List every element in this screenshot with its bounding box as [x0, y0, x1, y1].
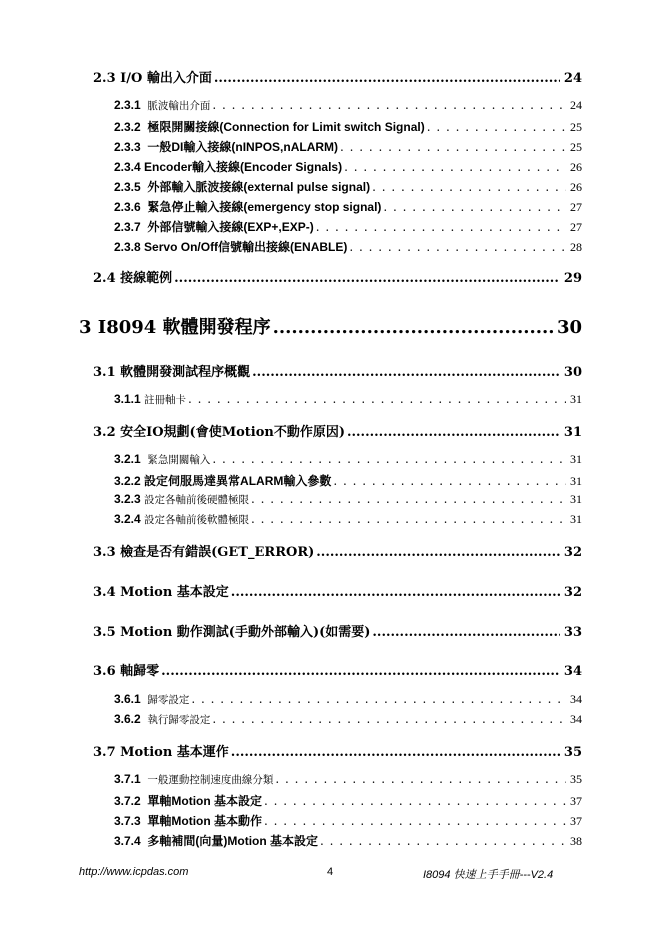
- toc-entry-3-6-1[interactable]: [114, 692, 582, 707]
- toc-title: 3.5 Motion 動作測試(手動外部輸入)(如需要): [93, 625, 371, 640]
- toc-title: 3.7.3 單軸Motion 基本動作: [114, 814, 263, 828]
- leader-dots: [251, 512, 566, 526]
- toc-entry-3-2-2[interactable]: [114, 472, 582, 489]
- toc-entry-2-3[interactable]: [93, 67, 582, 86]
- toc-title: 2.3.6 緊急停止輸入接線(emergency stop signal): [114, 200, 382, 214]
- toc-entry-3-3[interactable]: [93, 541, 582, 560]
- leader-dots: [316, 545, 560, 560]
- leader-dots: [251, 492, 566, 506]
- leader-dots: [191, 692, 566, 706]
- toc-entry-2-3-8[interactable]: [114, 238, 582, 255]
- toc-title: 2.4 接線範例: [93, 271, 173, 286]
- toc-page-number: 31: [570, 392, 582, 406]
- toc-page-number: 34: [563, 664, 582, 679]
- toc-page-number: 33: [563, 625, 582, 640]
- toc-entry-2-3-5[interactable]: [114, 178, 582, 195]
- toc-title: 3.4 Motion 基本設定: [93, 585, 229, 600]
- toc-title: 3.6.1 歸零設定: [114, 692, 190, 706]
- toc-page-number: 28: [570, 240, 582, 254]
- leader-dots: [316, 220, 566, 234]
- toc-title: 2.3.8 Servo On/Off信號輸出接線(ENABLE): [114, 240, 348, 254]
- toc-entry-3-2-3[interactable]: [114, 492, 582, 507]
- toc-page-number: 37: [570, 814, 582, 828]
- toc-title: 2.3.4 Encoder輸入接線(Encoder Signals): [114, 160, 343, 174]
- leader-dots: [212, 712, 566, 726]
- toc-title: 3.6 軸歸零: [93, 664, 160, 679]
- toc-page-number: 34: [570, 692, 582, 706]
- toc-title: 3.2.1 緊急開關輸入: [114, 452, 211, 466]
- leader-dots: [340, 140, 566, 154]
- leader-dots: [372, 625, 560, 640]
- toc-page-number: 32: [563, 585, 582, 600]
- leader-dots: [231, 585, 560, 600]
- toc-entry-2-3-3[interactable]: [114, 138, 582, 155]
- leader-dots: [383, 200, 566, 214]
- leader-dots: [347, 425, 560, 440]
- toc-page-number: 30: [563, 365, 582, 380]
- toc-chapter-3[interactable]: [79, 313, 582, 339]
- leader-dots: [344, 160, 566, 174]
- toc-page-number: 30: [556, 317, 582, 338]
- leader-dots: [264, 814, 566, 828]
- toc-entry-3-7-3[interactable]: [114, 812, 582, 829]
- toc-title: 3.6.2 執行歸零設定: [114, 712, 211, 726]
- toc-page-number: 26: [570, 180, 582, 194]
- toc-entry-3-4[interactable]: [93, 581, 582, 600]
- toc-title: 3.7.2 單軸Motion 基本設定: [114, 794, 263, 808]
- toc-page-number: 25: [570, 120, 582, 134]
- toc-page-number: 31: [563, 425, 582, 440]
- toc-entry-3-6[interactable]: [93, 660, 582, 679]
- toc-page-number: 31: [570, 452, 582, 466]
- toc-title: 3.2.2 設定伺服馬達異常ALARM輸入參數: [114, 474, 332, 488]
- toc-entry-3-7-2[interactable]: [114, 792, 582, 809]
- toc-entry-3-7[interactable]: [93, 741, 582, 760]
- toc-entry-3-5[interactable]: [93, 621, 582, 640]
- toc-entry-3-2-4[interactable]: [114, 512, 582, 527]
- leader-dots: [252, 365, 560, 380]
- toc-title: 2.3.2 極限開關接線(Connection for Limit switch Signal): [114, 120, 425, 134]
- toc-page-number: 27: [570, 220, 582, 234]
- toc-title: 3.1.1 註冊軸卡: [114, 392, 187, 406]
- toc-entry-3-7-4[interactable]: [114, 832, 582, 849]
- toc-page-number: 34: [570, 712, 582, 726]
- leader-dots: [372, 180, 566, 194]
- toc-entry-3-6-2[interactable]: [114, 712, 582, 727]
- toc-page-number: 35: [570, 772, 582, 786]
- leader-dots: [273, 317, 553, 338]
- leader-dots: [231, 745, 560, 760]
- toc-page-number: 24: [563, 71, 582, 86]
- toc-page-number: 37: [570, 794, 582, 808]
- toc-title: 2.3.1 脈波輸出介面: [114, 98, 211, 112]
- leader-dots: [264, 794, 566, 808]
- toc-page-number: 31: [570, 512, 582, 526]
- footer-url[interactable]: http://www.icpdas.com: [79, 866, 189, 878]
- toc-title: 2.3.7 外部信號輸入接線(EXP+,EXP-): [114, 220, 314, 234]
- toc-title: 2.3.3 一般DI輸入接線(nINPOS,nALARM): [114, 140, 339, 154]
- toc-entry-3-1[interactable]: [93, 361, 582, 380]
- toc-title: 3.7.1 一般運動控制速度曲線分類: [114, 772, 274, 786]
- toc-page-number: 38: [570, 834, 582, 848]
- toc-entry-3-2[interactable]: [93, 421, 582, 440]
- leader-dots: [212, 98, 566, 112]
- leader-dots: [275, 772, 566, 786]
- toc-page-number: 35: [563, 745, 582, 760]
- footer-page-number: 4: [327, 866, 334, 878]
- toc-title: 2.3.5 外部輸入脈波接線(external pulse signal): [114, 180, 371, 194]
- leader-dots: [188, 392, 566, 406]
- toc-page-number: 31: [570, 474, 582, 488]
- toc-entry-2-3-1[interactable]: [114, 98, 582, 113]
- leader-dots: [427, 120, 566, 134]
- toc-entry-3-7-1[interactable]: [114, 772, 582, 787]
- toc-title: 3.7 Motion 基本運作: [93, 745, 229, 760]
- leader-dots: [212, 452, 566, 466]
- toc-page-number: 25: [570, 140, 582, 154]
- toc-page-number: 29: [563, 271, 582, 286]
- toc-title: 3.2.4 設定各軸前後軟體極限: [114, 512, 250, 526]
- leader-dots: [161, 664, 560, 679]
- footer-manual-title: I8094 快速上手手冊---V2.4: [423, 869, 554, 881]
- leader-dots: [174, 271, 560, 286]
- toc-entry-2-3-4[interactable]: [114, 158, 582, 175]
- toc-entry-2-3-2[interactable]: [114, 118, 582, 135]
- toc-title: 3.7.4 多軸補間(向量)Motion 基本設定: [114, 834, 319, 848]
- toc-page-number: 27: [570, 200, 582, 214]
- leader-dots: [214, 71, 560, 86]
- toc-page-number: 26: [570, 160, 582, 174]
- toc-page-number: 31: [570, 492, 582, 506]
- toc-entry-2-4[interactable]: [93, 267, 582, 286]
- toc-entry-3-2-1[interactable]: [114, 452, 582, 467]
- toc-title: 3.2 安全IO規劃(會使Motion不動作原因): [93, 425, 345, 440]
- leader-dots: [320, 834, 566, 848]
- toc-title: 3.3 檢查是否有錯誤(GET_ERROR): [93, 545, 315, 560]
- toc-page-number: 24: [570, 98, 582, 112]
- toc-page-number: 32: [563, 545, 582, 560]
- leader-dots: [349, 240, 566, 254]
- toc-entry-2-3-7[interactable]: [114, 218, 582, 235]
- toc-title: 3.1 軟體開發測試程序概觀: [93, 365, 251, 380]
- toc-entry-3-1-1[interactable]: [114, 392, 582, 407]
- toc-title: 3 I8094 軟體開發程序: [79, 317, 271, 338]
- leader-dots: [333, 474, 566, 488]
- toc-entry-2-3-6[interactable]: [114, 198, 582, 215]
- toc-title: 2.3 I/O 輸出入介面: [93, 71, 212, 86]
- toc-title: 3.2.3 設定各軸前後硬體極限: [114, 492, 250, 506]
